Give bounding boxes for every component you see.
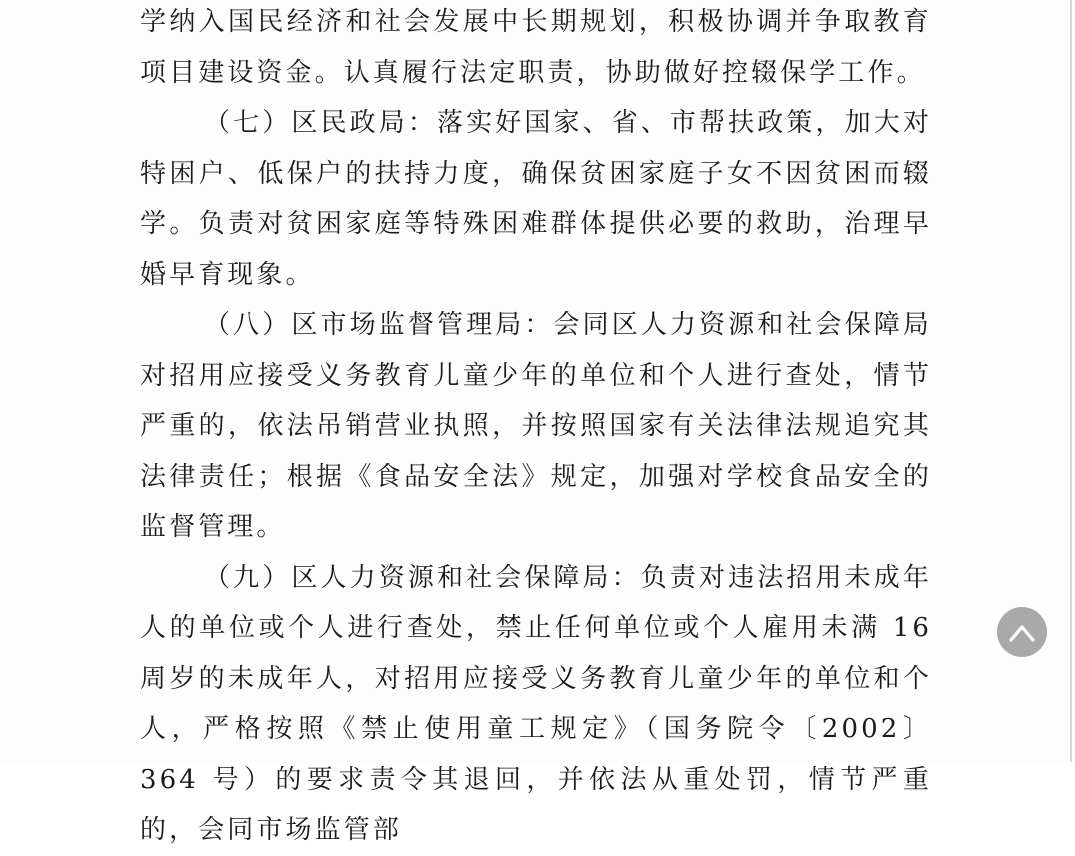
paragraph-heading: （九）区人力资源和社会保障局：	[204, 562, 641, 593]
paragraph-text: 会同区人力资源和社会保障局对招用应接受义务教育儿童少年的单位和个人进行查处，情节严重的，依法吊销营业执照，并按照国家有关法律法规追究其法律责任；根据《食品安全法》规定，加强对学校食品安全的监督管理。	[140, 310, 932, 542]
paragraph-text: 落实好国家、省、市帮扶政策，加大对特困户、低保户的扶持力度，确保贫困家庭子女不因贫困而辍学。负责对贫困家庭等特殊困难群体提供必要的救助，治理早婚早育现象。	[140, 108, 932, 290]
paragraph-text: 学纳入国民经济和社会发展中长期规划，积极协调并争取教育项目建设资金。认真履行法定职责，协助做好控辍保学工作。	[140, 7, 932, 88]
scroll-to-top-button[interactable]	[997, 607, 1047, 657]
paragraph-human-resources	[140, 553, 932, 856]
paragraph-civil-affairs	[140, 98, 932, 300]
page-edge-divider	[1070, 0, 1072, 762]
paragraph-market-supervision	[140, 300, 932, 553]
chevron-up-icon	[1008, 621, 1036, 643]
paragraph-continuation	[140, 0, 932, 98]
paragraph-heading: （八）区市场监督管理局：	[204, 310, 554, 340]
paragraph-text: 负责对违法招用未成年人的单位或个人进行查处，禁止任何单位或个人雇用未满 16 周岁的未成年人，对招用应接受义务教育儿童少年的单位和个人，严格按照《禁止使用童工规定》（国务院令〔2002〕364 号）的要求责令其退回，并依法从重处罚，情节严重的，会同市场监管部	[140, 562, 932, 845]
document-body	[140, 0, 932, 856]
paragraph-heading: （七）区民政局：	[204, 108, 437, 138]
